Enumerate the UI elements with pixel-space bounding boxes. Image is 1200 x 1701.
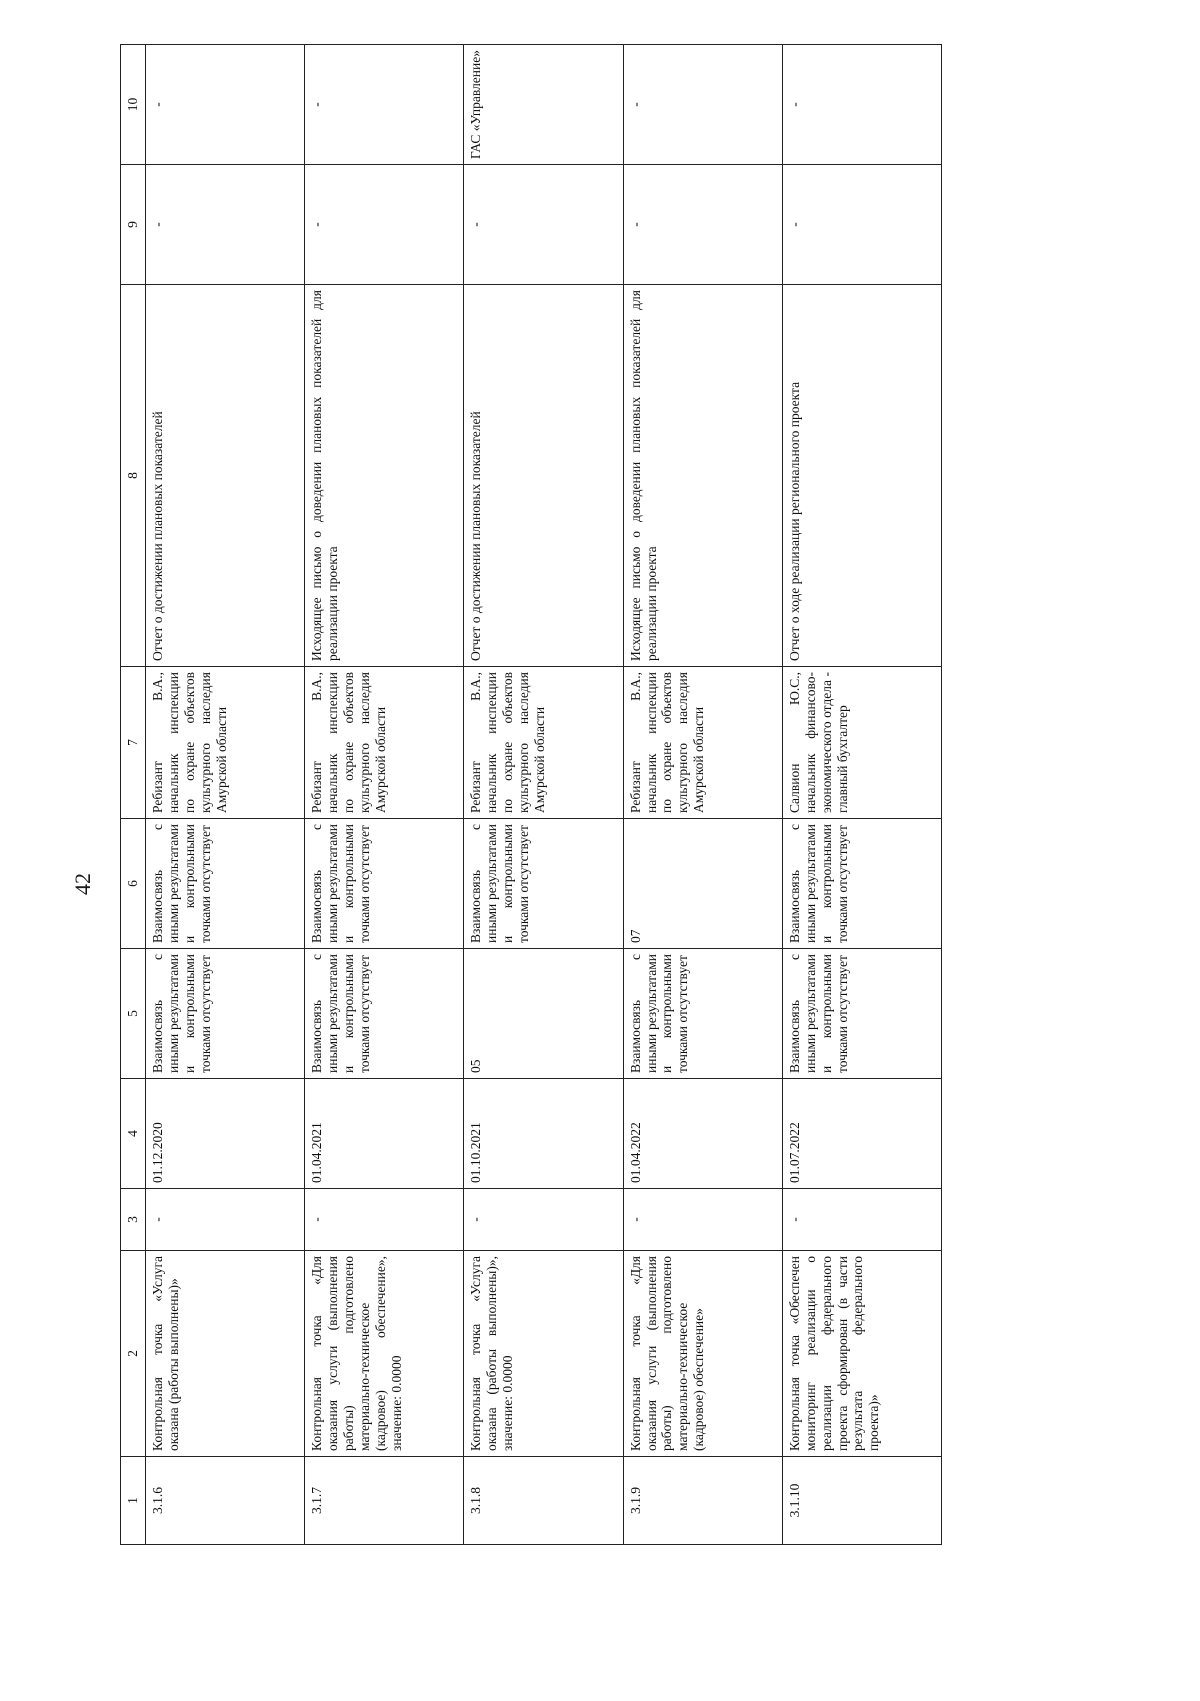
cell-col9: - xyxy=(305,165,464,285)
cell-col6: Взаимосвязь с иными результатами и контрольными точками отсутствует xyxy=(146,819,305,949)
row-number: 3.1.8 xyxy=(464,1457,623,1545)
responsible-person: Ребизант В.А., начальник инспекции по охране объектов культурного наследия Амурской области xyxy=(623,667,782,819)
col-header: 4 xyxy=(121,1079,146,1189)
col-header: 3 xyxy=(121,1189,146,1251)
document-type: Исходящее письмо о доведении плановых показателей для реализации проекта xyxy=(305,285,464,667)
responsible-person: Ребизант В.А., начальник инспекции по охране объектов культурного наследия Амурской области xyxy=(464,667,623,819)
control-point-name: Контрольная точка «Для оказания услуги (выполнения работы) подготовлено материально-техническое (кадровое) обеспечение» xyxy=(623,1251,782,1457)
cell-col3: - xyxy=(305,1189,464,1251)
cell-col6: Взаимосвязь с иными результатами и контрольными точками отсутствует xyxy=(782,819,941,949)
control-point-name: Контрольная точка «Для оказания услуги (выполнения работы) подготовлено материально-техническое (кадровое) обеспечение», значение: 0.0000 xyxy=(305,1251,464,1457)
cell-col10: ГАС «Управление» xyxy=(464,45,623,165)
document-type: Отчет о достижении плановых показателей xyxy=(146,285,305,667)
row-number: 3.1.6 xyxy=(146,1457,305,1545)
row-number: 3.1.10 xyxy=(782,1457,941,1545)
due-date: 01.10.2021 xyxy=(464,1079,623,1189)
rotated-table-sheet xyxy=(120,45,942,1545)
cell-col3: - xyxy=(464,1189,623,1251)
col-header: 2 xyxy=(121,1251,146,1457)
due-date: 01.07.2022 xyxy=(782,1079,941,1189)
control-points-table xyxy=(120,44,942,1545)
due-date: 01.04.2021 xyxy=(305,1079,464,1189)
cell-col9: - xyxy=(146,165,305,285)
cell-col9: - xyxy=(623,165,782,285)
cell-col5: Взаимосвязь с иными результатами и контрольными точками отсутствует xyxy=(146,949,305,1079)
col-header: 7 xyxy=(121,667,146,819)
header-row xyxy=(121,45,146,1545)
cell-col5: Взаимосвязь с иными результатами и контрольными точками отсутствует xyxy=(305,949,464,1079)
cell-col5: 05 xyxy=(464,949,623,1079)
col-header: 1 xyxy=(121,1457,146,1545)
cell-col10: - xyxy=(782,45,941,165)
table-row xyxy=(305,45,464,1545)
document-type: Отчет о ходе реализации регионального проекта xyxy=(782,285,941,667)
table-row xyxy=(464,45,623,1545)
cell-col5: Взаимосвязь с иными результатами и контрольными точками отсутствует xyxy=(782,949,941,1079)
cell-col10: - xyxy=(146,45,305,165)
cell-col3: - xyxy=(146,1189,305,1251)
page-number: 42 xyxy=(70,873,95,895)
cell-col6: Взаимосвязь с иными результатами и контрольными точками отсутствует xyxy=(305,819,464,949)
col-header: 5 xyxy=(121,949,146,1079)
responsible-person: Ребизант В.А., начальник инспекции по охране объектов культурного наследия Амурской области xyxy=(305,667,464,819)
due-date: 01.04.2022 xyxy=(623,1079,782,1189)
document-type: Отчет о достижении плановых показателей xyxy=(464,285,623,667)
table-row xyxy=(623,45,782,1545)
responsible-person: Салвион Ю.С., начальник финансово-экономического отдела - главный бухгалтер xyxy=(782,667,941,819)
cell-col5: Взаимосвязь с иными результатами и контрольными точками отсутствует xyxy=(623,949,782,1079)
cell-col10: - xyxy=(623,45,782,165)
control-point-name: Контрольная точка «Услуга оказана (работы выполнены)» xyxy=(146,1251,305,1457)
row-number: 3.1.9 xyxy=(623,1457,782,1545)
cell-col9: - xyxy=(464,165,623,285)
document-type: Исходящее письмо о доведении плановых показателей для реализации проекта xyxy=(623,285,782,667)
col-header: 9 xyxy=(121,165,146,285)
control-point-name: Контрольная точка «Услуга оказана (работы выполнены)», значение: 0.0000 xyxy=(464,1251,623,1457)
cell-col3: - xyxy=(623,1189,782,1251)
cell-col6: Взаимосвязь с иными результатами и контрольными точками отсутствует xyxy=(464,819,623,949)
cell-col3: - xyxy=(782,1189,941,1251)
control-point-name: Контрольная точка «Обеспечен мониторинг реализации о реализации федерального проекта сформирован (в части результата федерального проекта)» xyxy=(782,1251,941,1457)
cell-col9: - xyxy=(782,165,941,285)
due-date: 01.12.2020 xyxy=(146,1079,305,1189)
col-header: 6 xyxy=(121,819,146,949)
cell-col6: 07 xyxy=(623,819,782,949)
responsible-person: Ребизант В.А., начальник инспекции по охране объектов культурного наследия Амурской области xyxy=(146,667,305,819)
col-header: 10 xyxy=(121,45,146,165)
table-row xyxy=(146,45,305,1545)
col-header: 8 xyxy=(121,285,146,667)
row-number: 3.1.7 xyxy=(305,1457,464,1545)
cell-col10: - xyxy=(305,45,464,165)
table-row xyxy=(782,45,941,1545)
